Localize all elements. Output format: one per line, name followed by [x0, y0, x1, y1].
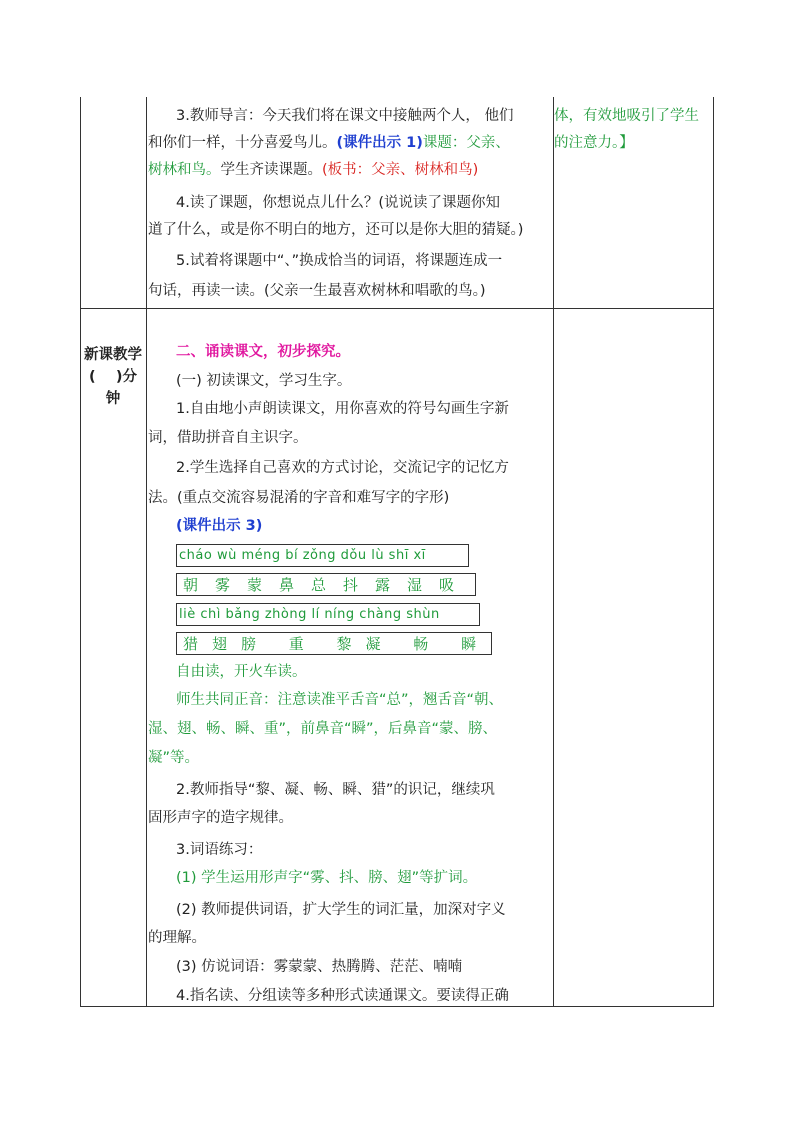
topic-label-cont: 树林和鸟。: [148, 162, 221, 178]
step2-line1: 2.学生选择自己喜欢的方式讨论，交流记字的记忆方: [176, 460, 509, 476]
paragraph-q4-line1: 4.读了课题，你想说点儿什么？(说说读了课题你知: [176, 195, 500, 211]
step3-line1: 2.教师指导“黎、凝、畅、瞬、猎”的识记，继续巩: [176, 782, 495, 798]
table-col-divider-2: [553, 97, 554, 1007]
read-topic-text: 学生齐读课题。: [220, 162, 322, 178]
paragraph-q5-line1: 5.试着将课题中“、”换成恰当的词语，将课题连成一: [176, 253, 503, 269]
paragraph-q5-line2: 句话，再读一读。(父亲一生最喜欢树林和唱歌的鸟。): [148, 283, 486, 299]
paragraph-intro-line1: 3.教师导言：今天我们将在课文中接触两个人， 他们: [176, 108, 514, 124]
table-right-border: [713, 97, 714, 1007]
step5-line1: 4.指名读、分组读等多种形式读通课文。要读得正确: [176, 988, 509, 1004]
green-note-2-line3: 凝”等。: [148, 750, 200, 766]
section-label-line3: 钟: [105, 391, 121, 407]
step3-line2: 固形声字的造字规律。: [148, 810, 293, 826]
step1-line2: 词，借助拼音自主识字。: [148, 430, 308, 446]
courseware-3-label: (课件出示 3): [176, 518, 263, 534]
hanzi-row-2: 猎翅膀 重 黎凝 畅 瞬: [176, 632, 492, 655]
paragraph-intro-line3: [148, 160, 478, 180]
step4-title: 3.词语练习：: [176, 842, 263, 858]
pinyin-row-2: liè chì bǎng zhòng lí níng chàng shùn: [176, 603, 480, 626]
table-row-divider: [80, 308, 714, 309]
intro-text: 和你们一样，十分喜爱鸟儿。: [148, 135, 337, 151]
green-note-2-line2: 湿、翅、畅、瞬、重”，前鼻音“瞬”，后鼻音“蒙、膀、: [148, 721, 498, 737]
step4-item3: (3) 仿说词语：雾蒙蒙、热腾腾、茫茫、喃喃: [176, 959, 463, 975]
hanzi-row-1: 朝雾蒙鼻总抖露湿吸: [176, 573, 476, 596]
right-note-line2: 的注意力。】: [554, 135, 634, 151]
step4-item1: (1) 学生运用形声字“雾、抖、膀、翅”等扩词。: [176, 870, 478, 886]
step4-item2-line2: 的理解。: [148, 930, 206, 946]
step4-item2-line1: (2) 教师提供词语，扩大学生的词汇量，加深对字义: [176, 902, 506, 918]
topic-label: 课题：父亲、: [422, 135, 510, 151]
blackboard-note: (板书：父亲、树林和鸟): [322, 162, 479, 178]
step2-line2: 法。(重点交流容易混淆的字音和难写字的字形): [148, 490, 450, 506]
section-label: [80, 344, 146, 410]
green-note-1: 自由读，开火车读。: [176, 664, 307, 680]
table-left-border: [80, 97, 81, 1007]
table-bottom-border: [80, 1006, 714, 1007]
right-note-line1: 体，有效地吸引了学生: [554, 108, 699, 124]
section-heading: 二、诵读课文，初步探究。: [176, 344, 350, 360]
pinyin-row-1: cháo wù méng bí zǒng dǒu lù shī xī: [176, 544, 469, 567]
table-col-divider-1: [146, 97, 147, 1007]
step1-line1: 1.自由地小声朗读课文，用你喜欢的符号勾画生字新: [176, 401, 509, 417]
section-label-line1: 新课教学: [84, 347, 142, 363]
paragraph-intro-line2: [148, 133, 510, 153]
section-label-line2: ( )分: [89, 369, 137, 385]
paragraph-q4-line2: 道了什么，或是你不明白的地方，还可以是你大胆的猜疑。): [148, 222, 524, 238]
green-note-2-line1: 师生共同正音：注意读准平舌音“总”，翘舌音“朝、: [176, 692, 504, 708]
subheading-1: (一) 初读课文，学习生字。: [176, 373, 352, 389]
courseware-1-label: (课件出示 1): [336, 135, 423, 151]
